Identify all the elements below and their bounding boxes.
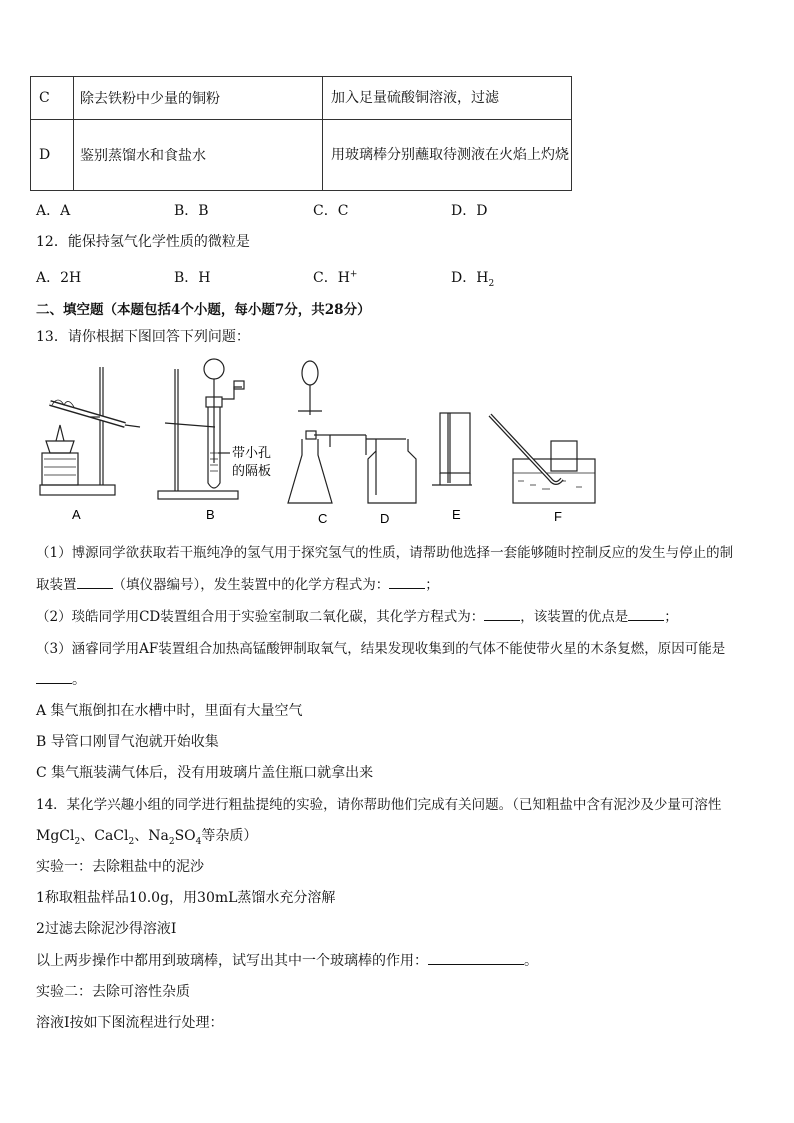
q14-note: 以上两步操作中都用到玻璃棒，试写出其中一个玻璃棒的作用： 。 (36, 953, 538, 969)
apparatus-b (158, 359, 244, 499)
label-f: F (554, 509, 562, 524)
apparatus-a (40, 367, 140, 495)
q14-exp1: 实验一：去除粗盐中的泥沙 (36, 859, 204, 875)
q13-part3-line1: （3）涵睿同学用AF装置组合加热高锰酸钾制取氧气，结果发现收集到的气体不能使带火星的木条复燃，原因可能是 (36, 641, 726, 657)
answer-blank[interactable] (389, 576, 425, 589)
answer-blank[interactable] (628, 608, 664, 621)
q14-step2: 2过滤去除泥沙得溶液I (36, 921, 177, 937)
answer-blank[interactable] (36, 671, 72, 684)
apparatus-e (432, 413, 472, 485)
apparatus-f (490, 415, 595, 503)
answer-blank[interactable] (428, 952, 524, 965)
q13-option-a: A 集气瓶倒扣在水槽中时，里面有大量空气 (36, 703, 303, 719)
q11-choice-c: C．C (313, 203, 349, 219)
q12-choice-d: D．$H_2$ (451, 270, 495, 289)
row-method: 用玻璃棒分别蘸取待测液在火焰上灼烧 (323, 120, 572, 191)
apparatus-d (366, 439, 416, 503)
q11-choice-a: A．A (36, 203, 71, 219)
answer-blank[interactable] (484, 608, 520, 621)
q14-step1: 1称取粗盐样品10.0g，用30mL蒸馏水充分溶解 (36, 890, 336, 906)
q12-choice-a: A．2H (36, 270, 82, 286)
q12-choice-c: C．H+ (313, 269, 358, 286)
options-table (30, 76, 572, 191)
b-note-2: 的隔板 (232, 463, 272, 478)
answer-blank[interactable] (77, 576, 113, 589)
row-key: D (31, 120, 74, 191)
label-b: B (206, 507, 215, 522)
q13-part1-line2: 取装置 （填仪器编号），发生装置中的化学方程式为： ； (36, 577, 439, 593)
section-heading: 二、填空题（本题包括4个小题，每小题7分，共28分） (36, 302, 371, 318)
apparatus-c (288, 361, 366, 503)
label-a: A (72, 507, 81, 522)
q14-exp2: 实验二：去除可溶性杂质 (36, 984, 190, 1000)
q13-option-c: C 集气瓶装满气体后，没有用玻璃片盖住瓶口就拿出来 (36, 765, 374, 781)
q14-line1: 14．某化学兴趣小组的同学进行粗盐提纯的实验，请你帮助他们完成有关问题。（已知粗盐中含有泥沙及少量可溶性 (36, 797, 722, 813)
table-row (31, 77, 572, 120)
q13-part3-line2: 。 (36, 669, 86, 689)
label-e: E (452, 507, 461, 522)
row-method: 加入足量硫酸铜溶液，过滤 (323, 77, 572, 120)
row-key: C (31, 77, 74, 120)
q12-choice-b: B．H (174, 270, 211, 286)
q12-stem: 12．能保持氢气化学性质的微粒是 (36, 234, 250, 250)
label-c: C (318, 511, 328, 526)
b-note-1: 带小孔 (232, 445, 272, 460)
row-task: 鉴别蒸馏水和食盐水 (74, 120, 323, 191)
q13-option-b: B 导管口刚冒气泡就开始收集 (36, 734, 219, 750)
q13-part2: （2）琰皓同学用CD装置组合用于实验室制取二氧化碳，其化学方程式为： ，该装置的优点是 ； (36, 609, 678, 625)
q13-part1-line1: （1）博源同学欲获取若干瓶纯净的氢气用于探究氢气的性质，请帮助他选择一套能够随时控制反应的发生与停止的制 (36, 545, 734, 561)
q13-stem: 13．请你根据下图回答下列问题： (36, 329, 250, 345)
row-task: 除去铁粉中少量的铜粉 (74, 77, 323, 120)
q14-line2: MgCl$_2$、CaCl$_2$、$Na_2SO_4$等杂质） (36, 828, 258, 847)
table-row (31, 120, 572, 191)
label-d: D (380, 511, 390, 526)
apparatus-figure (30, 355, 610, 530)
q11-choice-d: D．D (451, 203, 488, 219)
q14-flow: 溶液I按如下图流程进行处理： (36, 1015, 224, 1031)
q11-choice-b: B．B (174, 203, 209, 219)
